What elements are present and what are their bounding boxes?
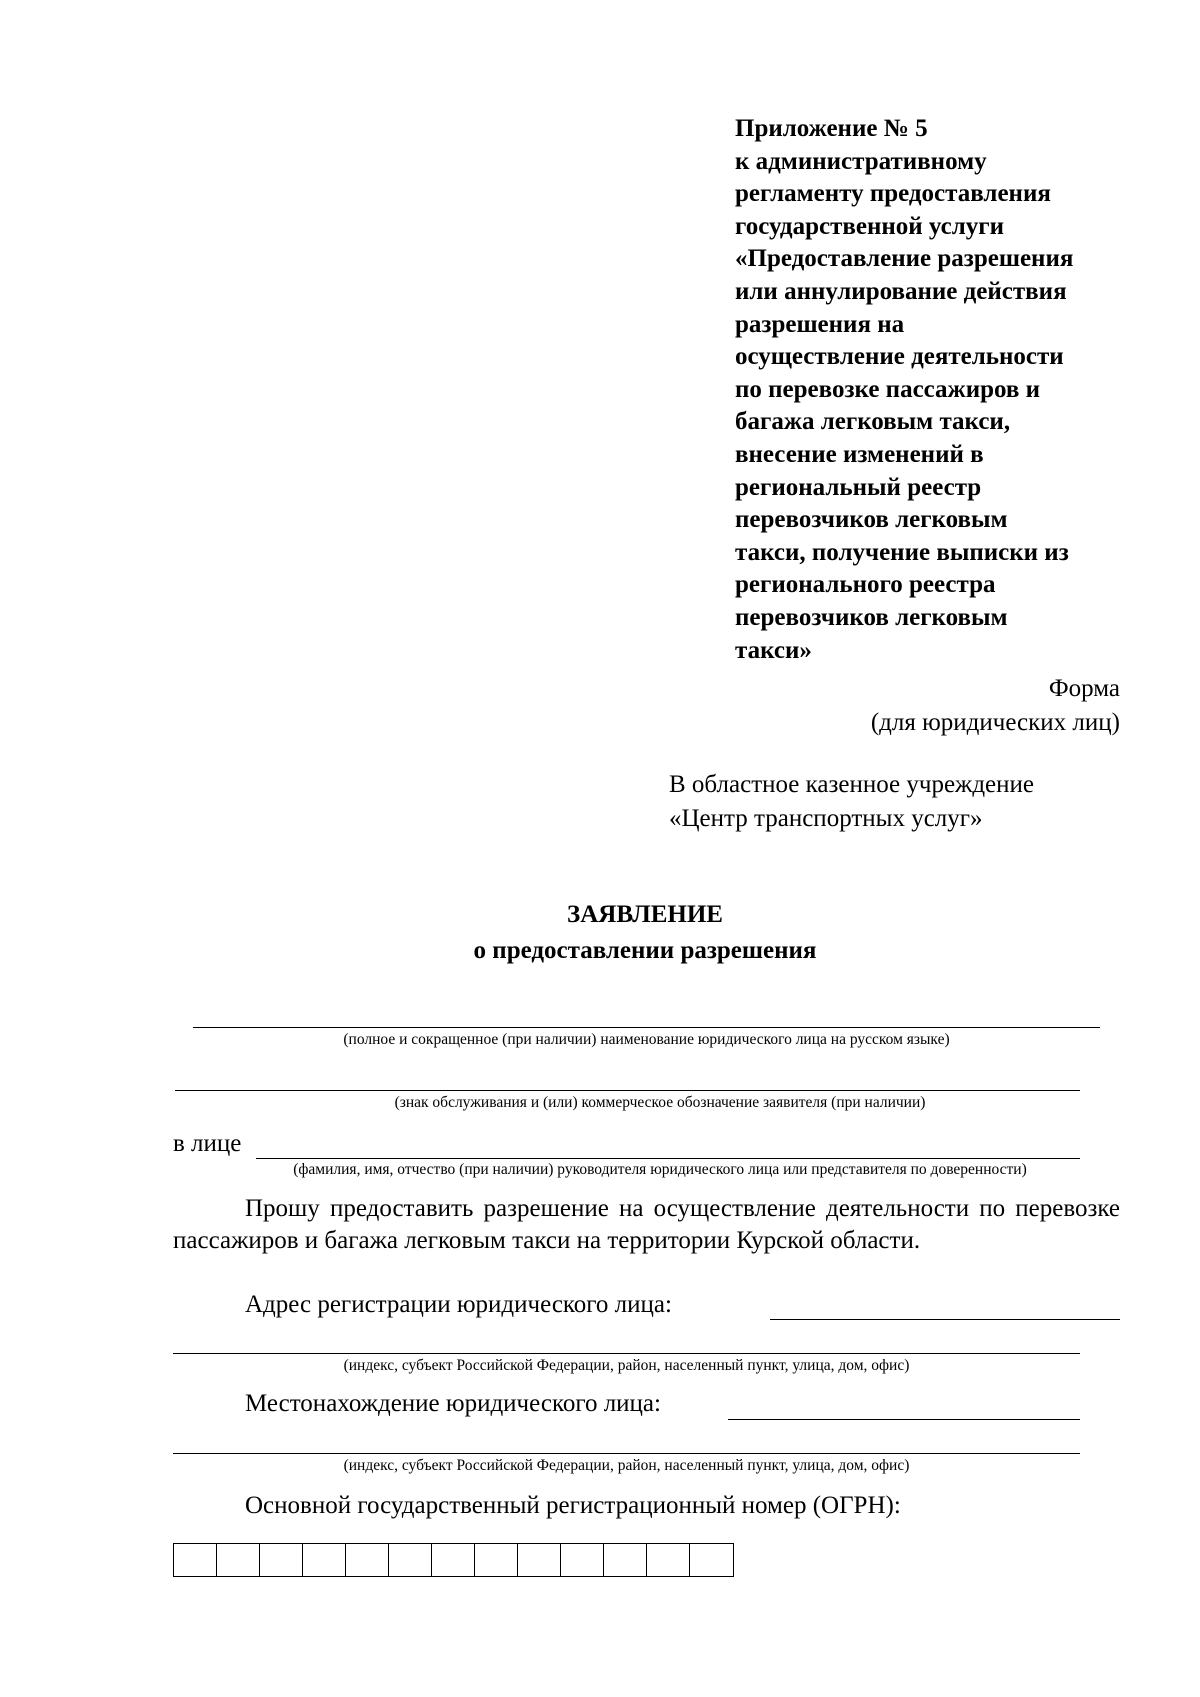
title-main: ЗАЯВЛЕНИЕ — [567, 901, 723, 928]
ogrn-digit-cell[interactable] — [303, 1544, 346, 1576]
appendix-header — [735, 113, 1135, 667]
appendix-line: Приложение № 5 — [735, 115, 928, 142]
registration-address-caption: (индекс, субъект Российской Федерации, район, населенный пункт, улица, дом, офис) — [343, 1357, 910, 1374]
appendix-line: багажа легковым такси, — [735, 408, 1011, 436]
ogrn-digit-cell[interactable] — [389, 1544, 432, 1576]
person-label: в лице — [173, 1130, 242, 1157]
location-label: Местонахождение юридического лица: — [245, 1390, 661, 1417]
request-paragraph: Прошу предоставить разрешение на осуществление деятельности по перевозке пассажиров и багажа легковым такси на территории Курской области. — [173, 1195, 1120, 1254]
company-name-caption: (полное и сокращенное (при наличии) наименование юридического лица на русском языке) — [343, 1031, 950, 1048]
addressee-block — [669, 768, 1034, 836]
appendix-line: разрешения на — [735, 310, 905, 338]
ogrn-digit-cell[interactable] — [561, 1544, 604, 1576]
appendix-line: перевозчиков легковым — [735, 506, 1008, 534]
ogrn-digit-cell[interactable] — [432, 1544, 475, 1576]
appendix-line: осуществление деятельности — [735, 343, 1064, 371]
ogrn-digit-cell[interactable] — [604, 1544, 647, 1576]
registration-address-field[interactable] — [770, 1319, 1120, 1320]
form-note — [871, 672, 1120, 740]
location-caption: (индекс, субъект Российской Федерации, район, населенный пункт, улица, дом, офис) — [343, 1457, 910, 1474]
ogrn-digit-cell[interactable] — [647, 1544, 690, 1576]
ogrn-digit-cell[interactable] — [690, 1544, 733, 1576]
appendix-line: «Предоставление разрешения — [735, 245, 1074, 273]
brand-caption: (знак обслуживания и (или) коммерческое обозначение заявителя (при наличии) — [394, 1094, 926, 1111]
appendix-line: к административному — [735, 147, 987, 175]
appendix-line: региональный реестр — [735, 473, 982, 501]
document-title — [0, 897, 1200, 969]
ogrn-digit-cell[interactable] — [346, 1544, 389, 1576]
location-field-line2[interactable] — [173, 1453, 1080, 1454]
representative-caption: (фамилия, имя, отчество (при наличии) руководителя юридического лица или представителя по доверенности) — [293, 1161, 1027, 1178]
appendix-line: такси» — [735, 636, 812, 664]
appendix-line: государственной услуги — [735, 212, 1005, 240]
ogrn-digit-cell[interactable] — [260, 1544, 303, 1576]
ogrn-label: Основной государственный регистрационный номер (ОГРН): — [245, 1492, 901, 1519]
appendix-line: перевозчиков легковым — [735, 603, 1008, 631]
ogrn-digit-cell[interactable] — [174, 1544, 217, 1576]
appendix-line: регламенту предоставления — [735, 180, 1051, 208]
appendix-line: по перевозке пассажиров и — [735, 375, 1041, 403]
ogrn-grid — [173, 1543, 734, 1577]
appendix-line: регионального реестра — [735, 571, 996, 599]
registration-address-field-line2[interactable] — [173, 1353, 1080, 1354]
ogrn-digit-cell[interactable] — [217, 1544, 260, 1576]
form-label: Форма — [1048, 675, 1120, 702]
representative-field[interactable] — [256, 1158, 1080, 1159]
form-type: (для юридических лиц) — [870, 709, 1120, 736]
location-field[interactable] — [728, 1419, 1080, 1420]
brand-field[interactable] — [175, 1090, 1080, 1091]
addressee-line: В областное казенное учреждение — [669, 771, 1035, 798]
registration-address-label: Адрес регистрации юридического лица: — [245, 1291, 672, 1318]
title-sub: о предоставлении разрешения — [473, 937, 817, 964]
appendix-line: такси, получение выписки из — [735, 538, 1069, 566]
appendix-line: внесение изменений в — [735, 440, 984, 468]
company-name-field[interactable] — [193, 1027, 1100, 1028]
addressee-line: «Центр транспортных услуг» — [669, 805, 983, 832]
ogrn-digit-cell[interactable] — [475, 1544, 518, 1576]
appendix-line: или аннулирование действия — [735, 277, 1067, 305]
ogrn-digit-cell[interactable] — [518, 1544, 561, 1576]
